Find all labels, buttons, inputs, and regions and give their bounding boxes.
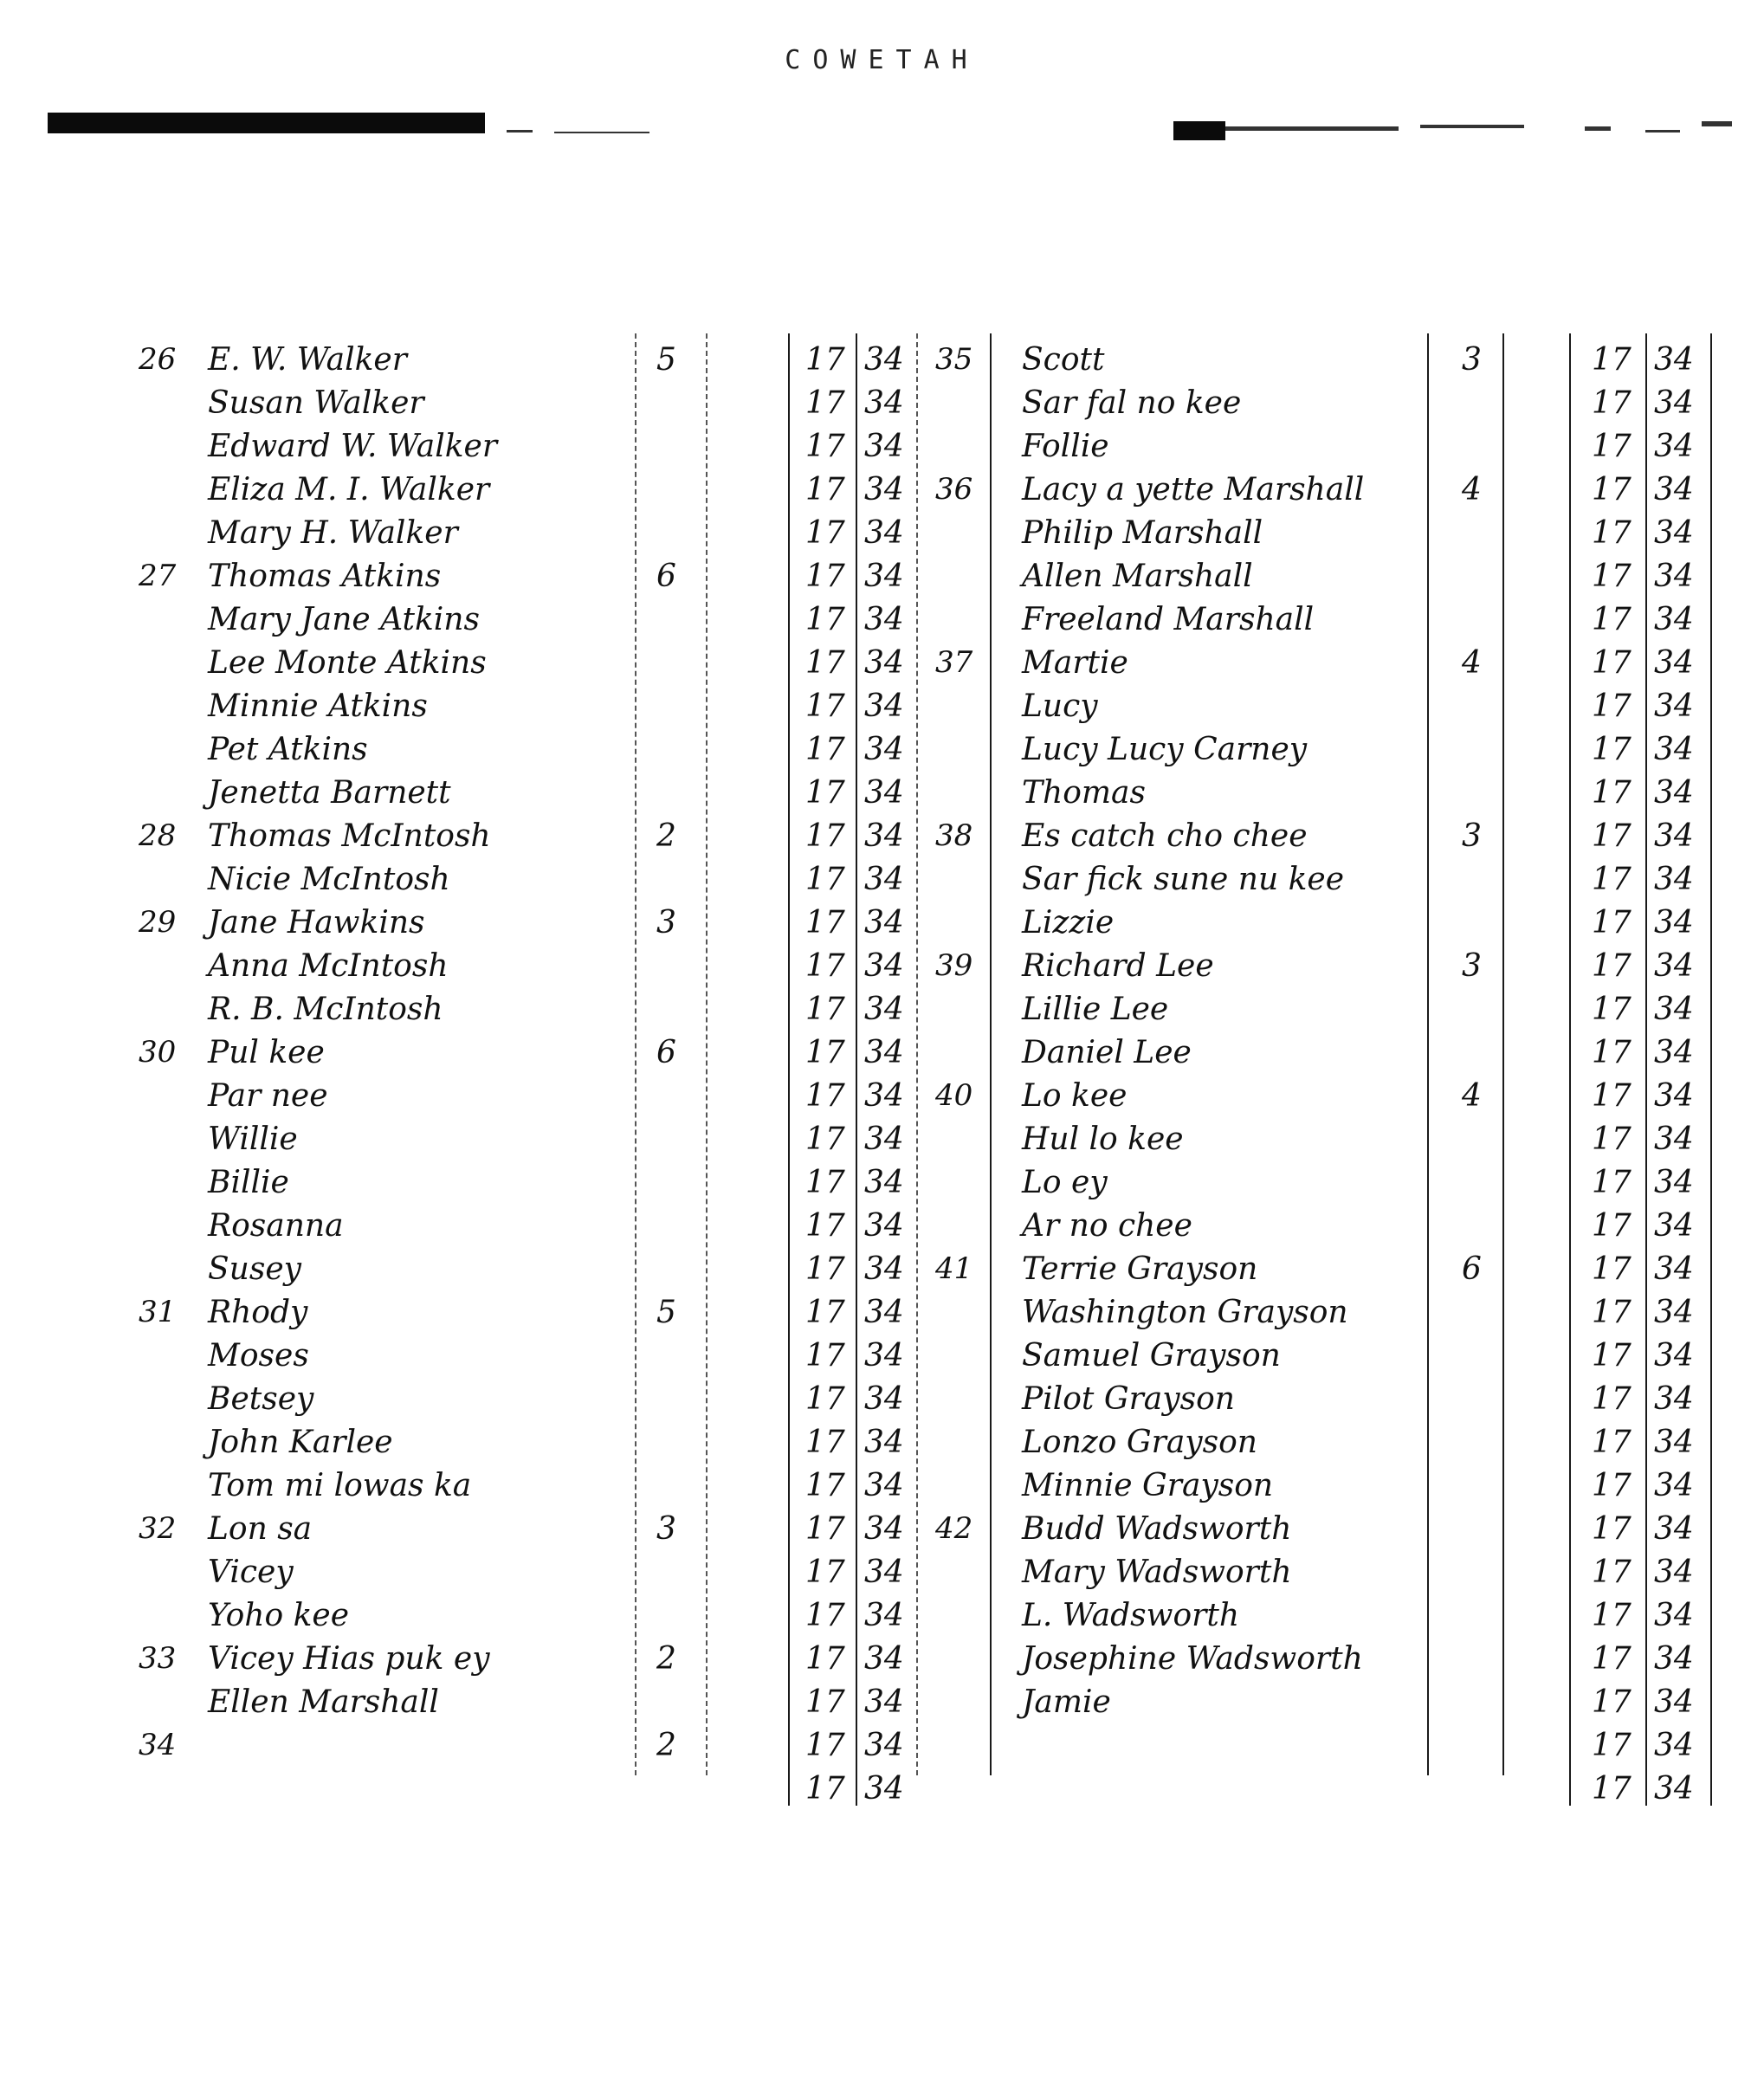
value-b: 34 [1654,905,1694,941]
household-count: 4 [1462,645,1482,681]
rule-left-values-after [916,333,918,1775]
person-name: Thomas Atkins [208,559,442,594]
value-b: 34 [1654,948,1694,984]
rule-right-names-before [990,333,992,1775]
value-a: 17 [1592,1728,1632,1763]
value-b: 34 [864,1122,904,1157]
person-name: Rosanna [208,1208,344,1244]
value-b: 34 [1654,1728,1694,1763]
value-a: 17 [1592,1598,1632,1633]
person-name: Josephine Wadsworth [1022,1641,1363,1677]
value-a: 17 [805,1338,845,1374]
household-number: 40 [935,1078,973,1113]
household-number: 33 [139,1641,177,1676]
person-name: Terrie Grayson [1022,1251,1258,1287]
household-count: 2 [656,818,676,854]
value-a: 17 [805,1771,845,1807]
person-name: Allen Marshall [1022,559,1253,594]
value-a: 17 [1592,818,1632,854]
person-name: Eliza M. I. Walker [208,472,490,507]
person-name: Lo kee [1022,1078,1128,1114]
value-b: 34 [1654,1122,1694,1157]
value-a: 17 [1592,1555,1632,1590]
person-name: Billie [208,1165,289,1200]
value-b: 34 [1654,645,1694,681]
value-a: 17 [1592,1165,1632,1200]
value-b: 34 [1654,429,1694,464]
value-a: 17 [805,385,845,421]
value-b: 34 [1654,732,1694,767]
value-b: 34 [1654,1684,1694,1720]
value-b: 34 [1654,862,1694,897]
value-a: 17 [805,1728,845,1763]
value-a: 17 [1592,472,1632,507]
person-name: Lonzo Grayson [1022,1425,1257,1460]
person-name: Nicie McIntosh [208,862,450,897]
person-name: Susey [208,1251,301,1287]
value-b: 34 [1654,472,1694,507]
person-name: Freeland Marshall [1022,602,1315,637]
household-number: 34 [139,1728,177,1762]
value-a: 17 [805,602,845,637]
value-b: 34 [1654,1771,1694,1807]
value-b: 34 [864,1295,904,1330]
person-name: Lucy [1022,688,1098,724]
person-name: Jamie [1022,1684,1111,1720]
person-name: Ellen Marshall [208,1684,439,1720]
value-b: 34 [864,645,904,681]
value-b: 34 [1654,342,1694,378]
person-name: Yoho kee [208,1598,350,1633]
household-number: 32 [139,1511,177,1546]
person-name: Samuel Grayson [1022,1338,1281,1374]
person-name: Mary Wadsworth [1022,1555,1292,1590]
value-a: 17 [1592,775,1632,811]
household-number: 29 [139,905,177,940]
household-count: 5 [656,1295,676,1330]
value-a: 17 [1592,1468,1632,1503]
value-b: 34 [1654,1251,1694,1287]
value-a: 17 [805,1684,845,1720]
value-b: 34 [864,602,904,637]
value-a: 17 [1592,1381,1632,1417]
person-name: Mary H. Walker [208,515,458,551]
household-count: 4 [1462,1078,1482,1114]
person-name: Vicey Hias puk ey [208,1641,490,1677]
value-a: 17 [1592,515,1632,551]
person-name: Budd Wadsworth [1022,1511,1292,1547]
household-number: 28 [139,818,177,853]
rule-left-values-mid [856,333,857,1806]
person-name: Thomas McIntosh [208,818,491,854]
value-b: 34 [1654,1078,1694,1114]
rule-right-count-before [1427,333,1429,1775]
household-count: 6 [656,559,676,594]
value-a: 17 [1592,1208,1632,1244]
rule-right-values-mid [1645,333,1647,1806]
household-number: 39 [935,948,973,983]
page-header: COWETAH [785,45,979,75]
person-name: L. Wadsworth [1022,1598,1239,1633]
value-b: 34 [864,559,904,594]
value-b: 34 [864,1381,904,1417]
value-b: 34 [1654,1555,1694,1590]
household-number: 36 [935,472,973,507]
household-count: 4 [1462,472,1482,507]
household-number: 35 [935,342,973,377]
scan-speck [1645,130,1680,133]
value-b: 34 [864,1165,904,1200]
value-b: 34 [864,818,904,854]
value-a: 17 [805,732,845,767]
person-name: Sar fal no kee [1022,385,1242,421]
person-name: Anna McIntosh [208,948,449,984]
value-a: 17 [805,342,845,378]
household-count: 3 [1462,818,1482,854]
person-name: Hul lo kee [1022,1122,1184,1157]
person-name: Pul kee [208,1035,325,1070]
value-a: 17 [1592,1684,1632,1720]
value-a: 17 [805,472,845,507]
household-count: 2 [656,1641,676,1677]
value-a: 17 [805,645,845,681]
person-name: Lizzie [1022,905,1115,941]
household-count: 2 [656,1728,676,1763]
value-a: 17 [1592,342,1632,378]
value-b: 34 [864,385,904,421]
value-a: 17 [1592,992,1632,1027]
rule-right-values-after [1710,333,1712,1806]
value-b: 34 [864,862,904,897]
scan-streak [1225,126,1399,131]
value-a: 17 [1592,1338,1632,1374]
value-a: 17 [805,1251,845,1287]
value-a: 17 [805,775,845,811]
person-name: Daniel Lee [1022,1035,1192,1070]
person-name: Es catch cho chee [1022,818,1308,854]
value-b: 34 [864,1468,904,1503]
value-b: 34 [1654,992,1694,1027]
scan-speck [507,130,533,133]
household-number: 37 [935,645,973,680]
value-b: 34 [1654,559,1694,594]
value-a: 17 [1592,385,1632,421]
value-a: 17 [1592,732,1632,767]
value-b: 34 [864,1641,904,1677]
person-name: Rhody [208,1295,308,1330]
value-a: 17 [1592,1122,1632,1157]
value-a: 17 [1592,602,1632,637]
value-b: 34 [1654,1468,1694,1503]
value-a: 17 [805,1381,845,1417]
value-a: 17 [805,1555,845,1590]
value-a: 17 [1592,429,1632,464]
person-name: Willie [208,1122,298,1157]
person-name: Vicey [208,1555,294,1590]
value-a: 17 [805,818,845,854]
person-name: Thomas [1022,775,1146,811]
value-a: 17 [1592,1078,1632,1114]
value-b: 34 [1654,1295,1694,1330]
value-a: 17 [805,1598,845,1633]
person-name: Moses [208,1338,309,1374]
value-a: 17 [1592,1425,1632,1460]
value-b: 34 [864,948,904,984]
value-b: 34 [864,1684,904,1720]
rule-right-count-after [1502,333,1504,1775]
value-a: 17 [1592,905,1632,941]
value-a: 17 [1592,688,1632,724]
person-name: Tom mi lowas ka [208,1468,472,1503]
household-count: 5 [656,342,676,378]
person-name: Richard Lee [1022,948,1214,984]
value-a: 17 [1592,1251,1632,1287]
person-name: Par nee [208,1078,328,1114]
person-name: Minnie Atkins [208,688,428,724]
value-b: 34 [1654,602,1694,637]
value-b: 34 [1654,1381,1694,1417]
value-a: 17 [805,905,845,941]
redaction-bar-left [48,113,485,133]
value-b: 34 [1654,1598,1694,1633]
value-b: 34 [1654,385,1694,421]
value-b: 34 [864,1728,904,1763]
person-name: Scott [1022,342,1105,378]
value-b: 34 [1654,1035,1694,1070]
redaction-bar-right [1173,121,1225,140]
person-name: Lon sa [208,1511,313,1547]
value-a: 17 [1592,948,1632,984]
person-name: Jane Hawkins [208,905,425,941]
value-a: 17 [805,515,845,551]
value-a: 17 [805,1468,845,1503]
value-b: 34 [864,1078,904,1114]
value-b: 34 [1654,1208,1694,1244]
value-a: 17 [805,862,845,897]
value-a: 17 [1592,1511,1632,1547]
household-count: 6 [1462,1251,1482,1287]
value-b: 34 [864,1555,904,1590]
value-a: 17 [1592,862,1632,897]
household-number: 41 [935,1251,973,1286]
value-b: 34 [864,1251,904,1287]
value-b: 34 [1654,1641,1694,1677]
value-a: 17 [805,1165,845,1200]
household-count: 3 [1462,342,1482,378]
value-b: 34 [864,688,904,724]
value-a: 17 [1592,1035,1632,1070]
value-b: 34 [864,342,904,378]
rule-left-values-before [788,333,790,1806]
person-name: Betsey [208,1381,314,1417]
value-a: 17 [805,1641,845,1677]
scan-speck [1702,121,1732,126]
rule-left-count-after [706,333,708,1775]
value-b: 34 [1654,1338,1694,1374]
value-a: 17 [805,1511,845,1547]
value-a: 17 [805,1295,845,1330]
household-number: 27 [139,559,177,593]
household-number: 42 [935,1511,973,1546]
household-number: 26 [139,342,177,377]
value-a: 17 [805,992,845,1027]
value-b: 34 [864,732,904,767]
value-a: 17 [1592,1295,1632,1330]
value-b: 34 [1654,515,1694,551]
scan-speck [1585,126,1611,131]
value-b: 34 [864,515,904,551]
value-a: 17 [805,948,845,984]
person-name: Susan Walker [208,385,424,421]
value-b: 34 [864,1598,904,1633]
person-name: Edward W. Walker [208,429,498,464]
scan-speck [554,132,649,133]
value-b: 34 [864,1771,904,1807]
person-name: Follie [1022,429,1109,464]
person-name: Pilot Grayson [1022,1381,1235,1417]
value-b: 34 [864,1511,904,1547]
value-a: 17 [805,429,845,464]
value-a: 17 [805,688,845,724]
value-b: 34 [864,1208,904,1244]
person-name: Lillie Lee [1022,992,1169,1027]
person-name: Lee Monte Atkins [208,645,487,681]
value-b: 34 [864,1035,904,1070]
value-a: 17 [1592,1641,1632,1677]
household-count: 3 [1462,948,1482,984]
value-a: 17 [1592,1771,1632,1807]
rule-left-count-before [635,333,636,1775]
person-name: Martie [1022,645,1128,681]
value-a: 17 [1592,559,1632,594]
value-b: 34 [864,905,904,941]
value-a: 17 [805,1122,845,1157]
person-name: Minnie Grayson [1022,1468,1274,1503]
value-b: 34 [864,1425,904,1460]
person-name: R. B. McIntosh [208,992,443,1027]
household-count: 3 [656,905,676,941]
value-b: 34 [864,775,904,811]
person-name: Washington Grayson [1022,1295,1348,1330]
household-count: 6 [656,1035,676,1070]
person-name: John Karlee [208,1425,393,1460]
household-number: 38 [935,818,973,853]
value-a: 17 [805,1208,845,1244]
person-name: Philip Marshall [1022,515,1263,551]
person-name: Mary Jane Atkins [208,602,480,637]
person-name: Pet Atkins [208,732,368,767]
person-name: Lo ey [1022,1165,1108,1200]
value-a: 17 [1592,645,1632,681]
value-b: 34 [864,472,904,507]
value-a: 17 [805,1078,845,1114]
household-number: 31 [139,1295,177,1329]
person-name: E. W. Walker [208,342,407,378]
rule-right-values-before [1569,333,1571,1806]
value-a: 17 [805,1425,845,1460]
value-a: 17 [805,559,845,594]
value-b: 34 [1654,775,1694,811]
value-a: 17 [805,1035,845,1070]
household-count: 3 [656,1511,676,1547]
person-name: Lucy Lucy Carney [1022,732,1308,767]
scan-streak [1420,125,1524,128]
person-name: Ar no chee [1022,1208,1192,1244]
value-b: 34 [1654,688,1694,724]
household-number: 30 [139,1035,177,1070]
value-b: 34 [864,429,904,464]
value-b: 34 [1654,818,1694,854]
person-name: Sar fick sune nu kee [1022,862,1345,897]
person-name: Jenetta Barnett [208,775,451,811]
value-b: 34 [1654,1511,1694,1547]
value-b: 34 [864,1338,904,1374]
person-name: Lacy a yette Marshall [1022,472,1365,507]
value-b: 34 [1654,1165,1694,1200]
value-b: 34 [864,992,904,1027]
value-b: 34 [1654,1425,1694,1460]
